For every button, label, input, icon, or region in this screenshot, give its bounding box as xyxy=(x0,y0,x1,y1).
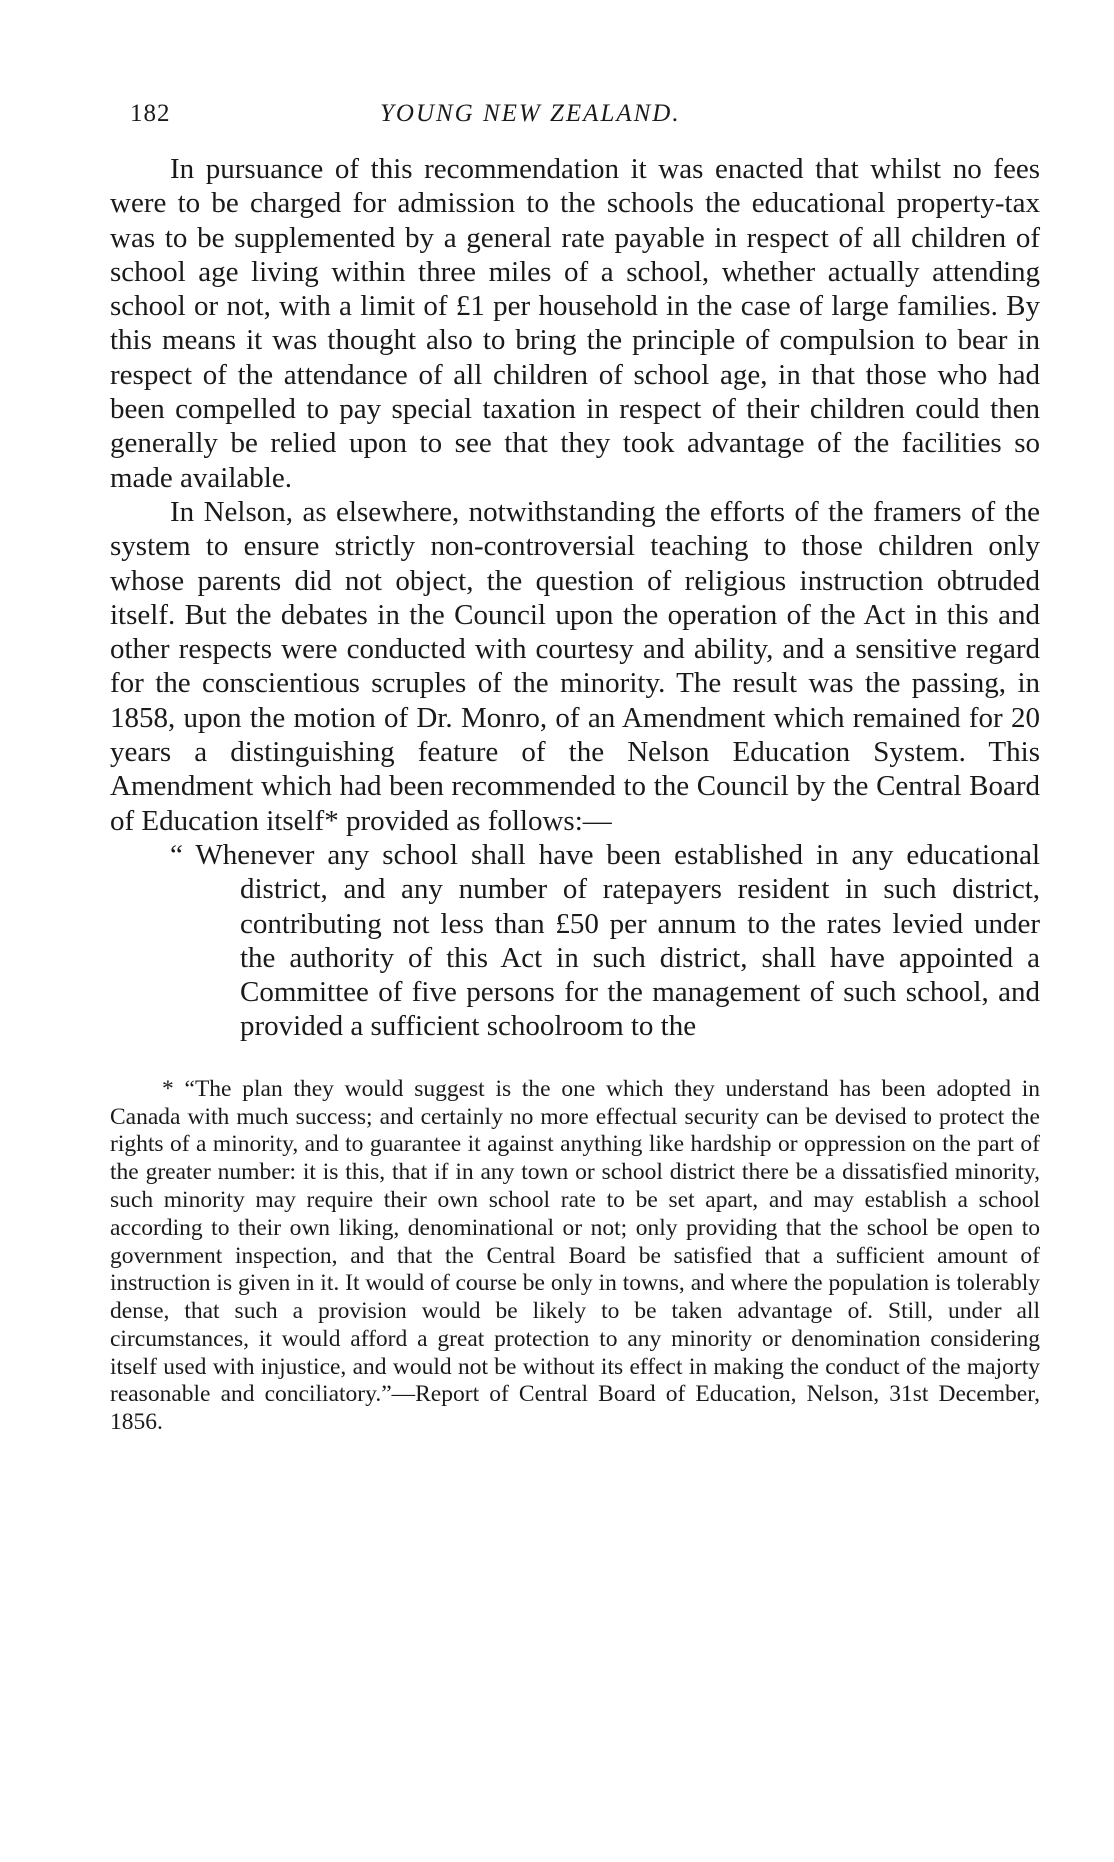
page-number: 182 xyxy=(130,100,171,127)
body-paragraph: In Nelson, as elsewhere, notwithstanding the efforts of the framers of the system to ensure strictly non-controversial teaching to those children only whose parents did not object, the question of religious instruction obtruded itself. But the debates in the Council upon the operation of the Act in this and other respects were conducted with courtesy and ability, and a sensitive regard for the conscientious scruples of the minority. The result was the passing, in 1858, upon the motion of Dr. Monro, of an Amendment which remained for 20 years a distinguishing feature of the Nelson Education System. This Amendment which had been recommended to the Council by the Central Board of Education itself* provided as follows:— xyxy=(110,495,1040,837)
page-header xyxy=(110,96,1040,136)
body-paragraph: In pursuance of this recommendation it was enacted that whilst no fees were to be charged for admission to the schools the educational property-tax was to be supplemented by a general rate payable in respect of all children of school age living within three miles of a school, whether actually attending school or not, with a limit of £1 per household in the case of large families. By this means it was thought also to bring the principle of compulsion to bear in respect of the attendance of all children of school age, in that those who had been compelled to pay special taxation in respect of their children could then generally be relied upon to see that they took advantage of the facilities so made available. xyxy=(110,153,1040,494)
block-quote xyxy=(170,838,1040,1044)
running-title: YOUNG NEW ZEALAND. xyxy=(380,100,681,127)
book-page xyxy=(110,96,1040,1437)
quote-text: “ Whenever any school shall have been established in any educational district, and any number of ratepayers resident in such district, contributing not less than £50 per annum to the rates levied under the authority of this Act in such district, shall have appointed a Committee of five persons for the management of such school, and provided a sufficient schoolroom to the xyxy=(170,838,1040,1043)
body-text xyxy=(110,152,1040,838)
footnote-text: * “The plan they would suggest is the one which they understand has been adopted in Canada with much success; and certainly no more effectual security can be devised to protect the rights of a minority, and to guarantee it against anything like hardship or oppression on the part of the greater number: it is this, that if in any town or school district there be a dissatisfied minority, such minority may require their own school rate to be set apart, and may establish a school according to their own liking, denominational or not; only providing that the school be open to government inspection, and that the Central Board be satisfied that a sufficient amount of instruction is given in it. It would of course be only in towns, and where the population is tolerably dense, that such a provision would be likely to be taken advantage of. Still, under all circumstances, it would afford a great protection to any minority or denomination considering itself used with injustice, and would not be without its effect in making the conduct of the majorty reasonable and conciliatory.”—Report of Central Board of Education, Nelson, 31st December, 1856. xyxy=(110,1075,1040,1436)
footnote xyxy=(110,1076,1040,1437)
